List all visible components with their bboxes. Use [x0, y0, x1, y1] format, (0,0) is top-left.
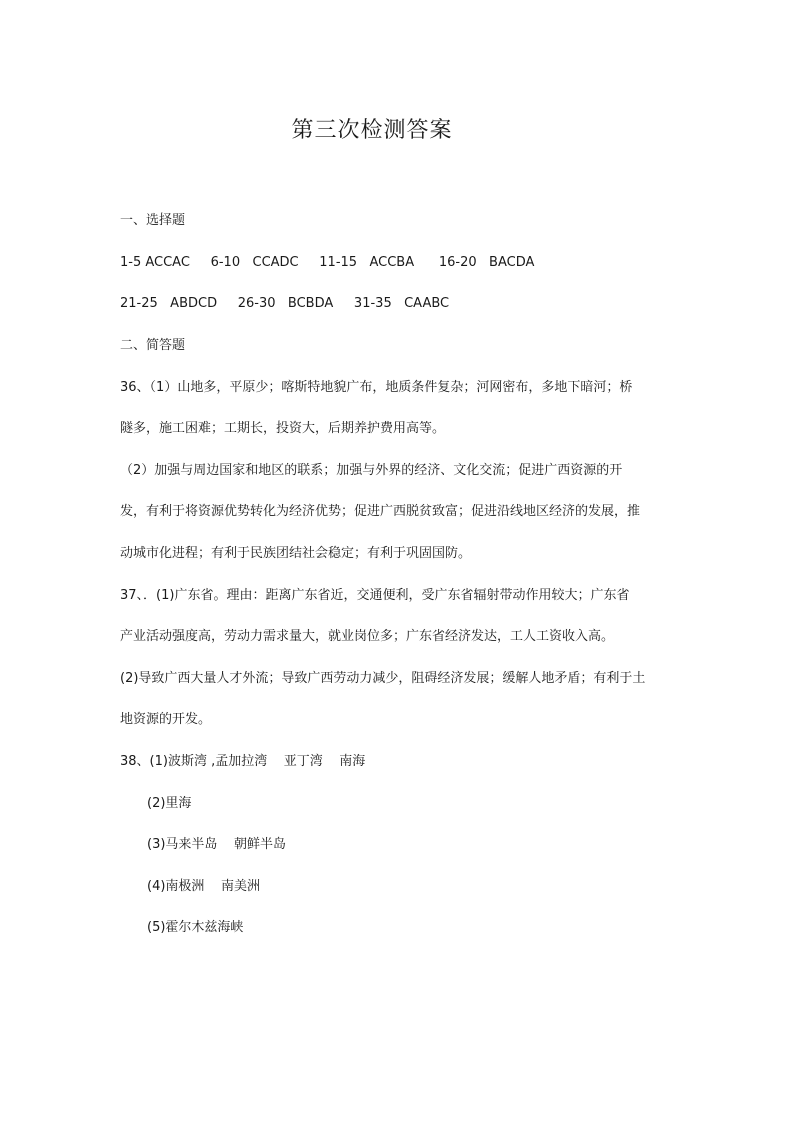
answer-36-2-line-2: 发，有利于将资源优势转化为经济优势；促进广西脱贫致富；促进沿线地区经济的发展，推 [120, 504, 641, 519]
answer-38-2: (2)里海 [147, 796, 192, 811]
answer-36-line-2: 隧多，施工困难；工期长，投资大，后期养护费用高等。 [120, 421, 446, 436]
section-heading-short-answer: 二、简答题 [120, 338, 186, 353]
answer-38-line-1: 38、(1)波斯湾 ,孟加拉湾 亚丁湾 南海 [120, 754, 366, 769]
page-title: 第三次检测答案 [291, 118, 453, 143]
answer-38-3: (3)马来半岛 朝鲜半岛 [147, 837, 286, 852]
answer-37-line-2: 产业活动强度高，劳动力需求量大，就业岗位多；广东省经济发达，工人工资收入高。 [120, 629, 615, 644]
answer-36-2-line-3: 动城市化进程；有利于民族团结社会稳定；有利于巩固国防。 [120, 546, 472, 561]
answer-38-5: (5)霍尔木兹海峡 [147, 920, 244, 935]
answer-37-2-line-2: 地资源的开发。 [120, 712, 212, 727]
choice-answers-row-2: 21-25 ABDCD 26-30 BCBDA 31-35 CAABC [120, 296, 450, 311]
answer-36-2-line-1: （2）加强与周边国家和地区的联系；加强与外界的经济、文化交流；促进广西资源的开 [120, 463, 623, 478]
answer-36-line-1: 36、（1）山地多，平原少；喀斯特地貌广布，地质条件复杂；河网密布，多地下暗河；桥 [120, 380, 633, 395]
answer-38-4: (4)南极洲 南美洲 [147, 879, 260, 894]
section-heading-choice: 一、选择题 [120, 213, 186, 228]
answer-37-2-line-1: (2)导致广西大量人才外流；导致广西劳动力减少，阻碍经济发展；缓解人地矛盾；有利于土 [120, 671, 646, 686]
choice-answers-row-1: 1-5 ACCAC 6-10 CCADC 11-15 ACCBA 16-20 BACDA [120, 255, 535, 270]
answer-37-line-1: 37、．(1)广东省。理由：距离广东省近，交通便利，受广东省辐射带动作用较大；广东省 [120, 588, 630, 603]
